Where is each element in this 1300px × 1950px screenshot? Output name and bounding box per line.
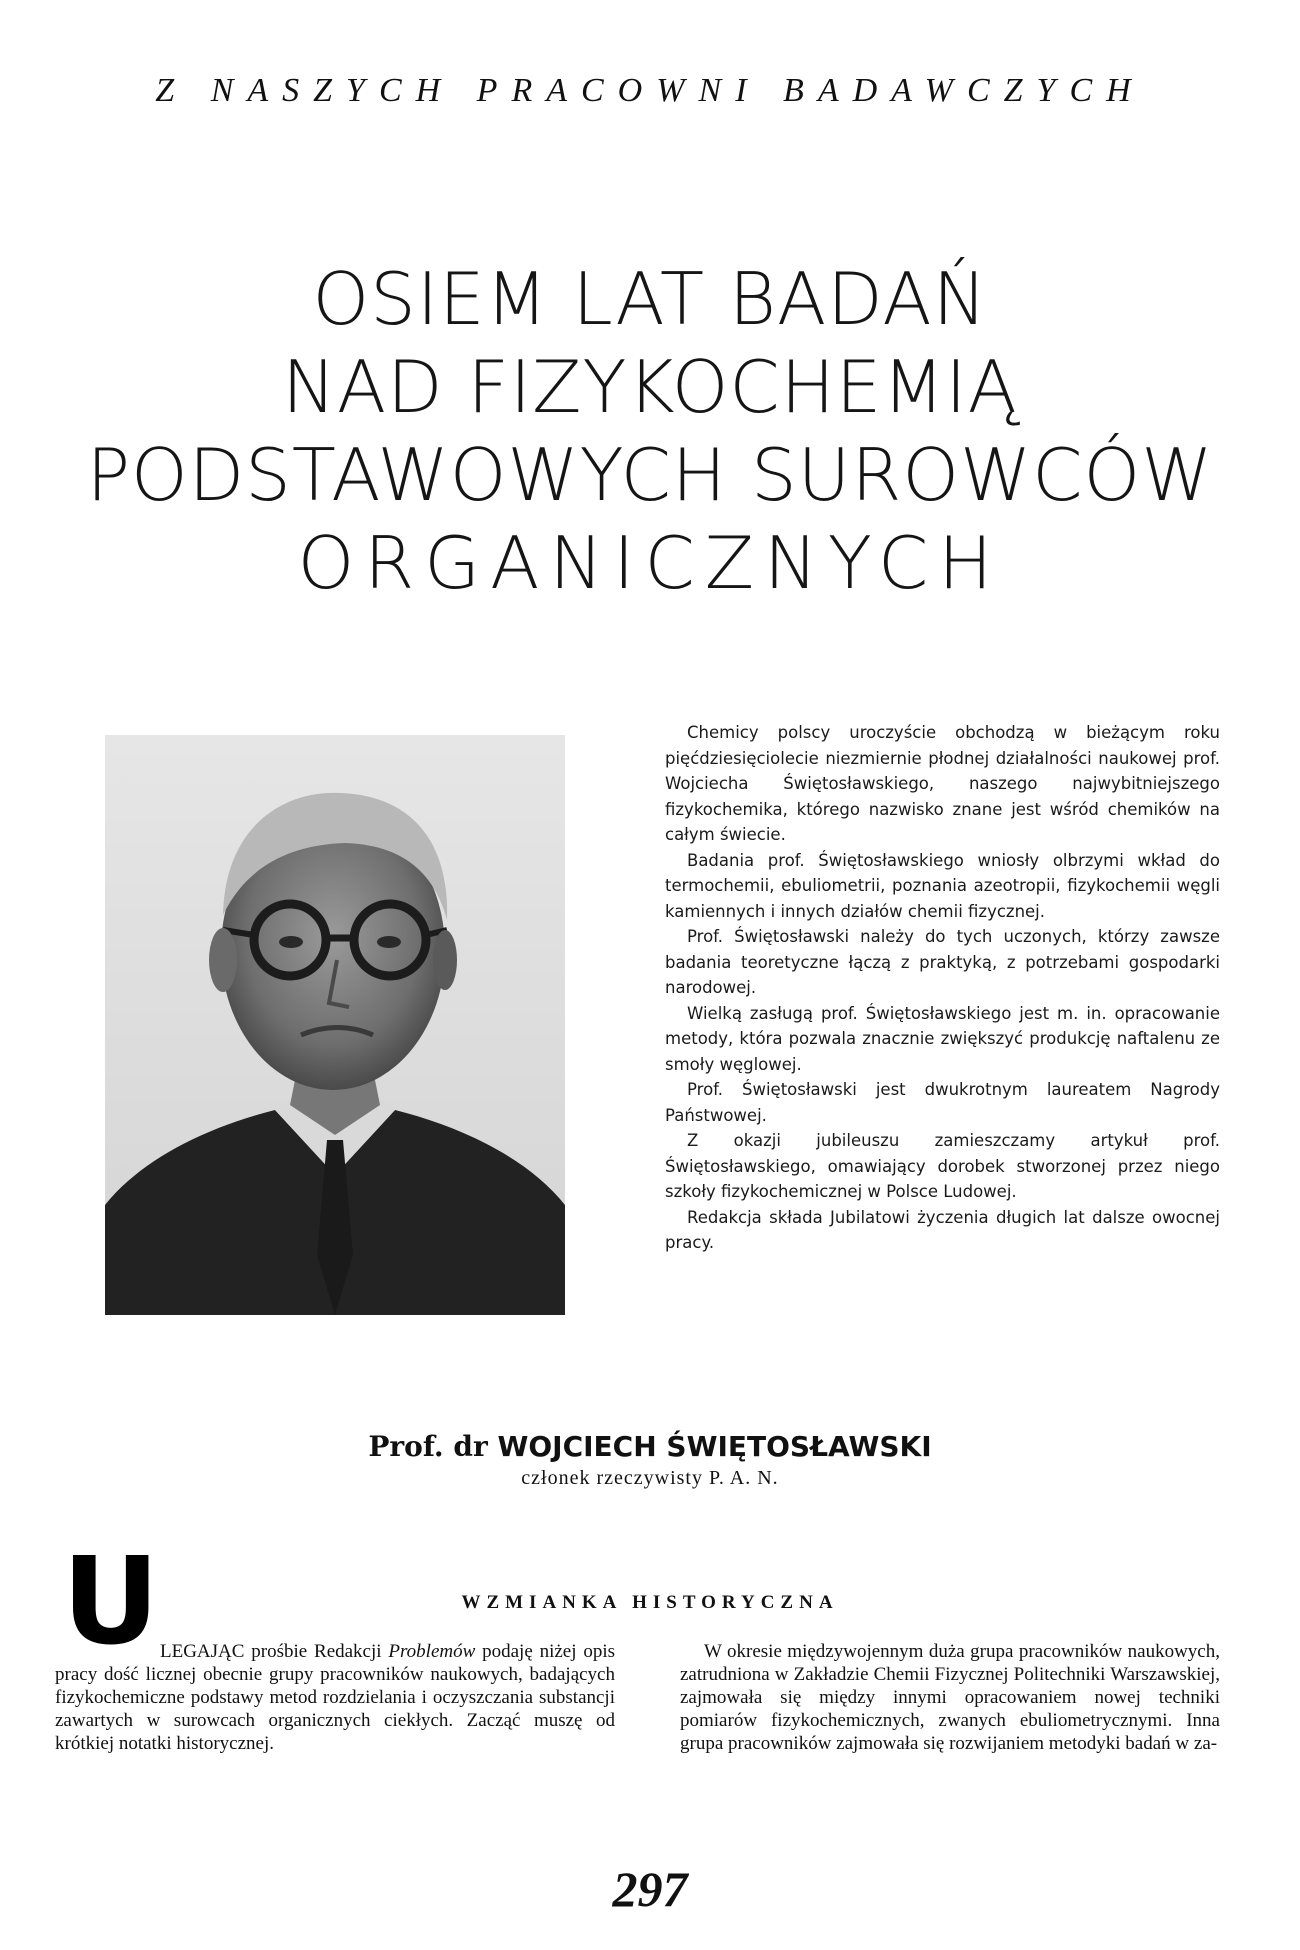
- intro-paragraph: Prof. Świętosławski jest dwukrotnym laureatem Nagrody Państwowej.: [665, 1080, 1220, 1125]
- article-paragraph: W okresie międzywojennym duża grupa pracowników naukowych, zatrudniona w Zakładzie Chemii Fizycznej Politechniki Warszawskiej, zajmowała się między innymi opracowaniem nowej techniki pomiarów fizykochemicznych, zwanych ebuliometrycznymi. Inna grupa pracowników zajmowała się rozwijaniem metodyki badań w za-: [680, 1641, 1220, 1754]
- author-portrait-photo: [105, 735, 565, 1315]
- drop-cap: U: [62, 1533, 160, 1672]
- section-header: Z NASZYCH PRACOWNI BADAWCZYCH: [155, 72, 1145, 109]
- intro-paragraph: Z okazji jubileuszu zamieszczamy artykuł prof. Świętosławskiego, omawiający dorobek stworzonej przez niego szkoły fizykochemicznej w Polsce Ludowej.: [665, 1131, 1220, 1201]
- intro-paragraph: Wielką zasługą prof. Świętosławskiego jest m. in. opracowanie metody, która pozwala znacznie zwiększyć produkcję naftalenu ze smoły węglowej.: [665, 1003, 1220, 1074]
- author-byline: [0, 1430, 1300, 1490]
- author-role: członek rzeczywisty P. A. N.: [521, 1467, 779, 1489]
- article-paragraph: LEGAJĄC prośbie Redakcji Problemów podaję niżej opis pracy dość licznej obecnie grupy pracowników naukowych, badających fizykochemiczne podstawy metod rozdzielania i oczyszczania substancji zawartych w surowcach organicznych ciekłych. Zacząć muszę od krótkiej notatki historycznej.: [55, 1641, 615, 1754]
- page-number: 297: [612, 1861, 688, 1917]
- article-column-left: [55, 1640, 615, 1755]
- article-column-right: [680, 1640, 1220, 1755]
- intro-paragraph: Prof. Świętosławski należy do tych uczonych, którzy zawsze badania teoretyczne łączą z praktyką, z potrzebami gospodarki narodowej.: [665, 927, 1220, 997]
- editorial-intro: [665, 720, 1220, 1256]
- title-line-2: NAD FIZYKOCHEMIĄ: [282, 345, 1018, 429]
- author-title-prefix: Prof. dr: [368, 1430, 488, 1463]
- title-line-3: PODSTAWOWYCH SUROWCÓW: [86, 433, 1214, 517]
- journal-title-italic: Problemów: [388, 1641, 476, 1662]
- author-name: WOJCIECH ŚWIĘTOSŁAWSKI: [497, 1430, 932, 1463]
- intro-paragraph: Redakcja składa Jubilatowi życzenia długich lat dalsze owocnej pracy.: [665, 1207, 1220, 1252]
- intro-paragraph: Chemicy polscy uroczyście obchodzą w bieżącym roku pięćdziesięciolecie niezmiernie płodnej działalności naukowej prof. Wojciecha Świętosławskiego, naszego najwybitniejszego fizykochemika, którego nazwisko znane jest wśród chemików na całym świecie.: [665, 723, 1220, 844]
- author-name-line: [0, 1430, 1300, 1463]
- section-subheading: WZMIANKA HISTORYCZNA: [461, 1592, 839, 1613]
- article-title: [60, 255, 1240, 607]
- intro-paragraph: Badania prof. Świętosławskiego wniosły olbrzymi wkład do termochemii, ebuliometrii, poznania azeotropii, fizykochemii węgli kamiennych i innych działów chemii fizycznej.: [665, 850, 1220, 921]
- title-line-1: OSIEM LAT BADAŃ: [312, 257, 988, 341]
- title-line-4: ORGANICZNYCH: [297, 521, 1003, 605]
